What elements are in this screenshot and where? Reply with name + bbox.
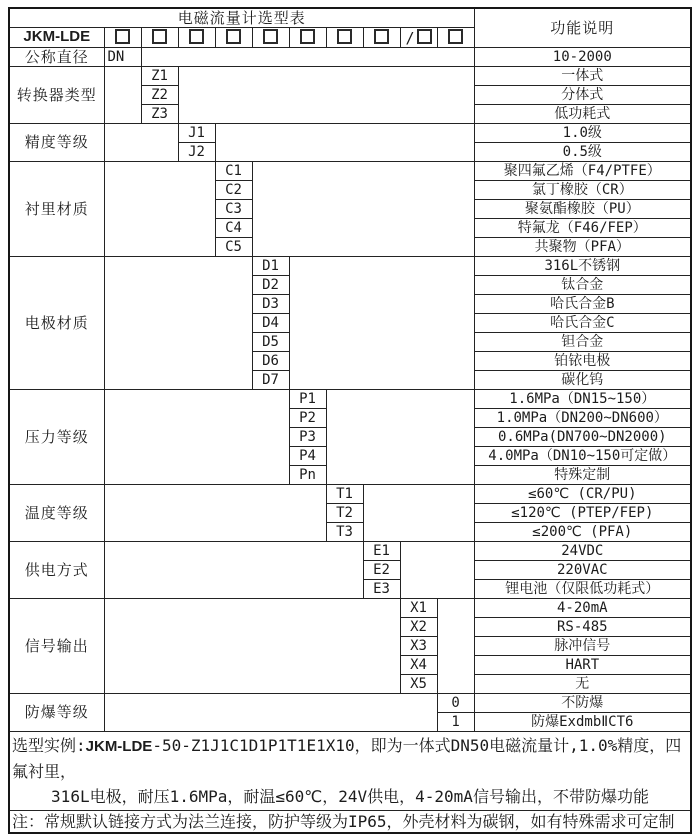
desc-cell: 0.6MPa(DN700~DN2000) [474,427,691,446]
desc-cell: 316L不锈钢 [474,256,691,275]
blank-cell [178,66,474,123]
param-label: 信号输出 [9,598,104,693]
checkbox-icon [115,29,130,44]
blank-cell [437,598,474,693]
code-cell: P1 [289,389,326,408]
blank-cell [104,123,178,161]
selection-table [8,7,692,834]
desc-cell: 1.0MPa（DN200~DN600） [474,408,691,427]
checkbox-icon [226,29,241,44]
checkbox-icon [152,29,167,44]
blank-cell [141,47,474,66]
code-cell: D3 [252,294,289,313]
code-cell: X1 [400,598,437,617]
param-row [9,693,691,712]
param-row [9,484,691,503]
desc-cell: 低功耗式 [474,104,691,123]
code-cell: D6 [252,351,289,370]
desc-cell: 1.0级 [474,123,691,142]
checkbox-icon [417,29,432,44]
code-cell: P3 [289,427,326,446]
example-row [9,731,691,810]
desc-cell: 铂铱电极 [474,351,691,370]
code-cell: Z2 [141,85,178,104]
code-cell: J2 [178,142,215,161]
desc-cell: 特氟龙（F46/FEP） [474,218,691,237]
example-line1 [12,733,688,784]
param-label: 供电方式 [9,541,104,598]
model-code: JKM-LDE [9,28,104,48]
desc-cell: 防爆ExdmbⅡCT6 [474,712,691,731]
desc-cell: 不防爆 [474,693,691,712]
checkbox-cell[interactable] [289,28,326,48]
param-row [9,389,691,408]
blank-cell [104,693,437,731]
code-cell: D7 [252,370,289,389]
note-row [9,810,691,833]
blank-cell [400,541,474,598]
checkbox-cell[interactable] [178,28,215,48]
code-cell: X5 [400,674,437,693]
blank-cell [104,598,400,693]
code-cell: C5 [215,237,252,256]
blank-cell [104,256,252,389]
checkbox-icon [263,29,278,44]
example-cell [9,731,691,810]
blank-cell [289,256,474,389]
param-row [9,161,691,180]
code-cell: E2 [363,560,400,579]
checkbox-cell[interactable] [252,28,289,48]
desc-cell: 聚氨酯橡胶（PU） [474,199,691,218]
desc-cell: 碳化钨 [474,370,691,389]
code-cell: J1 [178,123,215,142]
blank-cell [104,389,289,484]
blank-cell [215,123,474,161]
desc-cell: 10-2000 [474,47,691,66]
checkbox-icon [337,29,352,44]
code-cell: P4 [289,446,326,465]
code-cell: 0 [437,693,474,712]
param-row [9,598,691,617]
code-cell: X2 [400,617,437,636]
desc-cell: 4-20mA [474,598,691,617]
blank-cell [104,161,215,256]
checkbox-cell[interactable] [141,28,178,48]
desc-cell: ≤120℃ (PTEP/FEP) [474,503,691,522]
desc-cell: 分体式 [474,85,691,104]
code-cell: D1 [252,256,289,275]
example-line2: 316L电极，耐压1.6MPa，耐温≤60℃，24V供电，4-20mA信号输出，不带防爆功能 [51,786,649,806]
param-row [9,66,691,85]
param-label: 温度等级 [9,484,104,541]
param-label: 公称直径 [9,47,104,66]
param-label: 电极材质 [9,256,104,389]
desc-cell: 锂电池（仅限低功耗式） [474,579,691,598]
code-cell: X4 [400,655,437,674]
checkbox-cell[interactable] [326,28,363,48]
desc-cell: 脉冲信号 [474,636,691,655]
checkbox-cell[interactable] [363,28,400,48]
desc-cell: 一体式 [474,66,691,85]
blank-cell [104,484,326,541]
param-row [9,123,691,142]
note-cell: 注：常规默认链接方式为法兰连接，防护等级为IP65，外壳材料为碳钢，如有特殊需求可定制 [9,810,691,833]
table-title: 电磁流量计选型表 [9,8,474,28]
checkbox-cell[interactable] [400,28,437,48]
blank-cell [326,389,474,484]
desc-cell: 哈氏合金C [474,313,691,332]
slash: / [405,28,415,47]
code-cell: D2 [252,275,289,294]
blank-cell [363,484,474,541]
checkbox-cell[interactable] [215,28,252,48]
code-cell: D5 [252,332,289,351]
desc-cell: ≤200℃ (PFA) [474,522,691,541]
desc-cell: 共聚物（PFA） [474,237,691,256]
desc-cell: HART [474,655,691,674]
code-cell: D4 [252,313,289,332]
param-label: 精度等级 [9,123,104,161]
code-cell: E3 [363,579,400,598]
desc-cell: 钽合金 [474,332,691,351]
code-cell: Z3 [141,104,178,123]
param-row [9,256,691,275]
desc-cell: 220VAC [474,560,691,579]
param-label: 防爆等级 [9,693,104,731]
desc-cell: 钛合金 [474,275,691,294]
desc-cell: 无 [474,674,691,693]
code-cell: 1 [437,712,474,731]
example-prefix: 选型实例: [12,735,86,755]
checkbox-cell[interactable] [437,28,474,48]
code-cell: C2 [215,180,252,199]
function-header: 功能说明 [474,8,691,47]
code-cell: E1 [363,541,400,560]
desc-cell: 1.6MPa（DN15~150） [474,389,691,408]
desc-cell: ≤60℃ (CR/PU) [474,484,691,503]
checkbox-icon [300,29,315,44]
example-model-code: JKM-LDE [85,737,153,755]
checkbox-icon [448,29,463,44]
code-cell: X3 [400,636,437,655]
header-row [9,8,691,28]
code-cell: C4 [215,218,252,237]
code-cell: Z1 [141,66,178,85]
desc-cell: 氯丁橡胶（CR） [474,180,691,199]
code-cell: C3 [215,199,252,218]
code-cell: T3 [326,522,363,541]
desc-cell: RS-485 [474,617,691,636]
code-cell: T1 [326,484,363,503]
code-cell: C1 [215,161,252,180]
desc-cell: 聚四氟乙烯（F4/PTFE） [474,161,691,180]
param-label: 衬里材质 [9,161,104,256]
checkbox-icon [374,29,389,44]
desc-cell: 哈氏合金B [474,294,691,313]
blank-cell [252,161,474,256]
blank-cell [104,541,363,598]
code-cell: P2 [289,408,326,427]
desc-cell: 0.5级 [474,142,691,161]
checkbox-icon [189,29,204,44]
code-cell: T2 [326,503,363,522]
example-rest: -50-Z1J1C1D1P1T1E1X10，即为一体式DN50电磁流量计,1.0%精度，四氟衬里， [12,735,682,781]
desc-cell: 24VDC [474,541,691,560]
code-cell: DN [104,47,141,66]
desc-cell: 特殊定制 [474,465,691,484]
param-label: 压力等级 [9,389,104,484]
blank-cell [104,66,141,123]
code-cell: Pn [289,465,326,484]
checkbox-cell[interactable] [104,28,141,48]
param-label: 转换器类型 [9,66,104,123]
param-row [9,541,691,560]
param-row [9,47,691,66]
desc-cell: 4.0MPa（DN10~150可定做） [474,446,691,465]
